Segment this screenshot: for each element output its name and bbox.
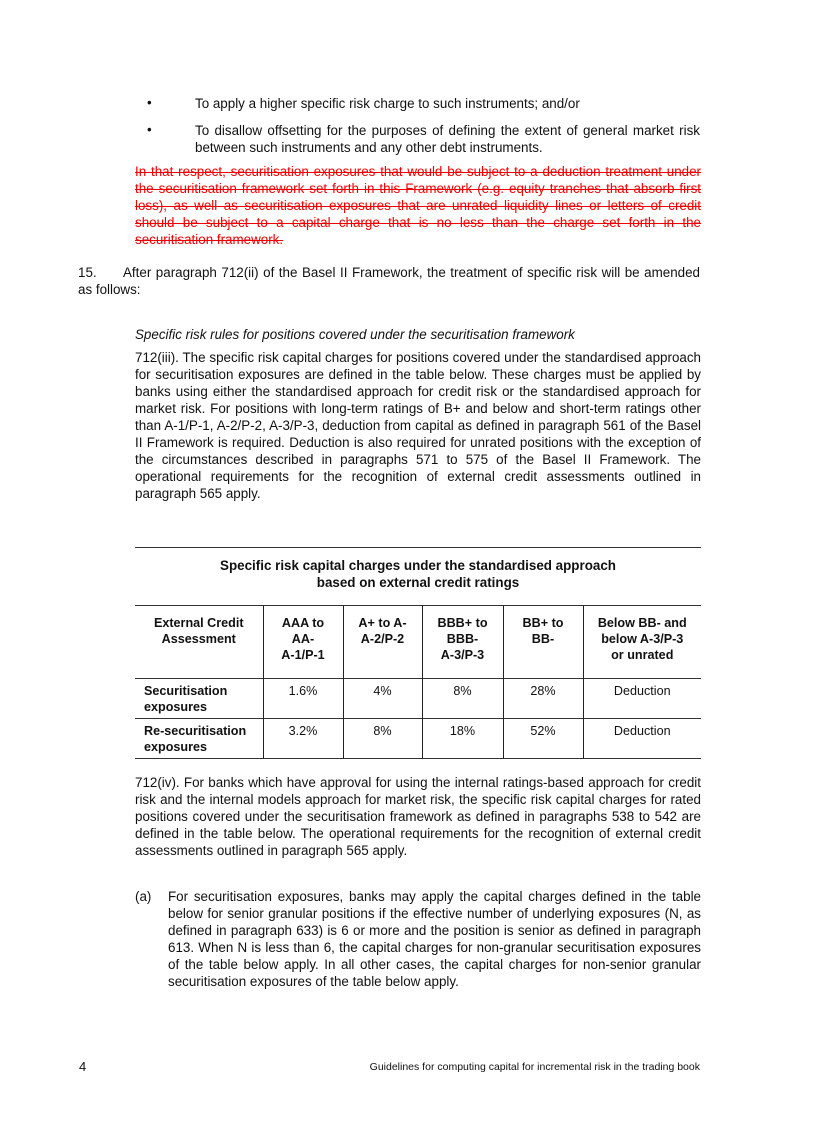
paragraph-712iii: 712(iii). The specific risk capital charges for positions covered under the standardised approach for securitisation exposures are defined in the table below. These charges must be applied by banks using either the standardised approach for credit risk or the standardised approach for market risk. For positions with long-term ratings of B+ and below and short-term ratings other than A-1/P-1, A-2/P-2, A-3/P-3, deduction from capital as defined in paragraph 561 of the Basel II Framework is required. Deduction is also required for unrated positions with the exception of the circumstances described in paragraphs 571 to 575 of the Basel II Framework. The operational requirements for the recognition of external credit assessments outlined in paragraph 565 apply. (135, 350, 701, 501)
table-title (135, 557, 701, 591)
paragraph-712iv: 712(iv). For banks which have approval for using the internal ratings-based approach for credit risk and the internal models approach for market risk, the specific risk capital charges for rated positions covered under the securitisation framework as defined in paragraphs 538 to 542 are defined in the table below. The operational requirements for the recognition of external credit assessments outlined in paragraph 565 apply. (135, 775, 701, 858)
table-top-rule (135, 547, 701, 548)
table-cell: 18% (422, 719, 503, 759)
row-label: Securitisation exposures (144, 684, 228, 714)
table-cell: Deduction (583, 719, 701, 759)
table-cell: 3.2% (263, 719, 343, 759)
section-heading: Specific risk rules for positions covered under the securitisation framework (135, 327, 575, 342)
header-aaa-to-aa: AAA to AA- A-1/P-1 (263, 606, 343, 679)
table-cell: 28% (503, 679, 583, 719)
header-bbb: BBB+ to BBB- A-3/P-3 (422, 606, 503, 679)
list-marker: (a) (135, 889, 152, 904)
page-number: 4 (79, 1059, 87, 1074)
row-label: Re-securitisation exposures (144, 724, 247, 754)
list-item-a (135, 888, 701, 990)
bullet-text: To apply a higher specific risk charge to such instruments; and/or (195, 96, 580, 111)
risk-charges-table (135, 605, 701, 759)
header-below-bb: Below BB- and below A-3/P-3 or unrated (583, 606, 701, 679)
table-title-line2: based on external credit ratings (316, 575, 520, 590)
table-cell: 8% (343, 719, 422, 759)
paragraph-number: 15. (78, 265, 97, 280)
bullet-marker: • (147, 122, 152, 137)
deleted-paragraph: In that respect, securitisation exposures that would be subject to a deduction treatment under the securitisation framework set forth in this Framework (e.g. equity tranches that absorb first loss), as well as securitisation exposures that are unrated liquidity lines or letters of credit should be subject to a capital charge that is no less than the charge set forth in the securitisation framework. (135, 164, 701, 247)
table-cell: 8% (422, 679, 503, 719)
table-cell: 4% (343, 679, 422, 719)
table-cell: 52% (503, 719, 583, 759)
list-item-text: For securitisation exposures, banks may apply the capital charges defined in the table below for senior granular positions if the effective number of underlying exposures (N, as defined in paragraph 633) is 6 or more and the position is senior as defined in paragraph 613. When N is less than 6, the capital charges for non-granular securitisation exposures of the table below apply. In all other cases, the capital charges for non-senior granular securitisation exposures of the table below apply. (168, 889, 701, 989)
bullet-text: To disallow offsetting for the purposes of defining the extent of general market risk between such instruments and any other debt instruments. (195, 123, 700, 155)
table-row (135, 679, 701, 719)
header-a-plus-to-a-minus: A+ to A- A-2/P-2 (343, 606, 422, 679)
bullet-marker: • (147, 95, 152, 110)
table-cell: Deduction (583, 679, 701, 719)
header-bb: BB+ to BB- (503, 606, 583, 679)
footer-document-title: Guidelines for computing capital for incremental risk in the trading book (369, 1061, 700, 1073)
table-row (135, 719, 701, 759)
paragraph-15 (78, 264, 700, 298)
header-external-credit-assessment: External Credit Assessment (153, 616, 244, 646)
table-header-row (135, 606, 701, 679)
table-cell: 1.6% (263, 679, 343, 719)
paragraph-text: After paragraph 712(ii) of the Basel II Framework, the treatment of specific risk will be amended as follows: (78, 265, 700, 297)
table-title-line1: Specific risk capital charges under the standardised approach (220, 558, 616, 573)
bullet-item (147, 95, 700, 112)
bullet-item (147, 122, 700, 156)
